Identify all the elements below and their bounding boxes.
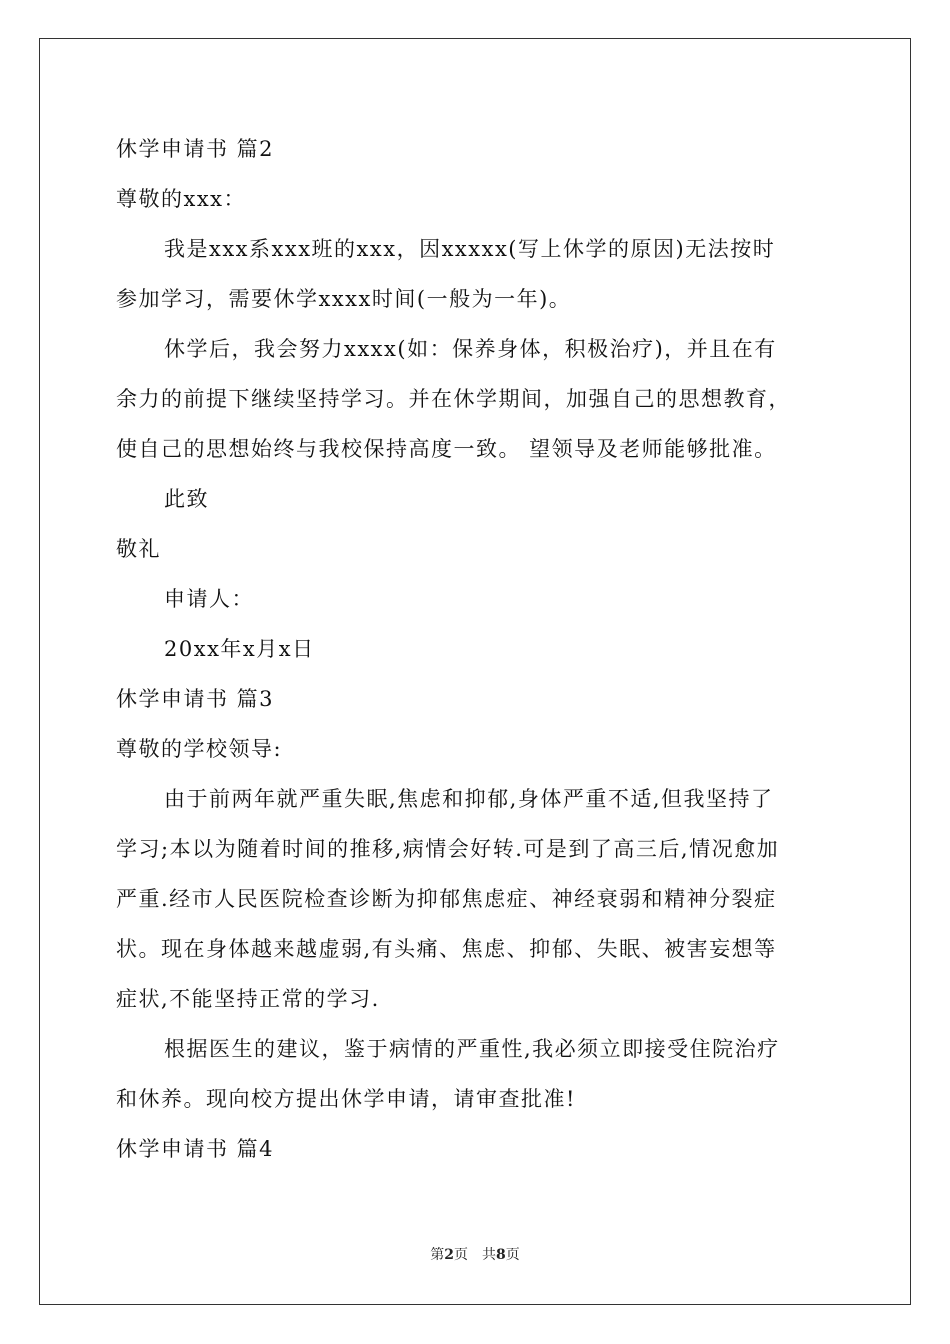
paragraph-line: 和休养。现向校方提出休学申请，请审查批准! bbox=[116, 1087, 576, 1111]
paragraph-line: 状。现在身体越来越虚弱,有头痛、焦虑、抑郁、失眠、被害妄想等 bbox=[116, 937, 777, 961]
signature-label: 申请人： bbox=[164, 587, 254, 611]
page-border bbox=[39, 38, 911, 1305]
closing-line: 敬礼 bbox=[116, 537, 161, 561]
paragraph-line: 根据医生的建议，鉴于病情的严重性,我必须立即接受住院治疗 bbox=[164, 1037, 780, 1061]
section-heading: 休学申请书 篇2 bbox=[116, 137, 275, 161]
footer-middle: 页 共 bbox=[454, 1247, 496, 1263]
paragraph-line: 使自己的思想始终与我校保持高度一致。 望领导及老师能够批准。 bbox=[116, 437, 777, 461]
footer-suffix: 页 bbox=[505, 1247, 520, 1263]
salutation: 尊敬的xxx： bbox=[116, 187, 247, 211]
section-heading: 休学申请书 篇4 bbox=[116, 1137, 275, 1161]
paragraph-line: 由于前两年就严重失眠,焦虑和抑郁,身体严重不适,但我坚持了 bbox=[164, 787, 774, 811]
closing-line: 此致 bbox=[164, 487, 209, 511]
paragraph-line: 症状,不能坚持正常的学习. bbox=[116, 987, 380, 1011]
salutation: 尊敬的学校领导: bbox=[116, 737, 283, 761]
paragraph-line: 余力的前提下继续坚持学习。并在休学期间，加强自己的思想教育， bbox=[116, 387, 791, 411]
page-footer bbox=[0, 1246, 950, 1264]
date-line: 20xx年x月x日 bbox=[164, 637, 315, 661]
section-heading: 休学申请书 篇3 bbox=[116, 687, 275, 711]
footer-prefix: 第 bbox=[430, 1247, 445, 1263]
paragraph-line: 学习;本以为随着时间的推移,病情会好转.可是到了高三后,情况愈加 bbox=[116, 837, 780, 861]
paragraph-line: 我是xxx系xxx班的xxx，因xxxxx(写上休学的原因)无法按时 bbox=[164, 237, 776, 261]
paragraph-line: 参加学习，需要休学xxxx时间(一般为一年)。 bbox=[116, 287, 572, 311]
paragraph-line: 休学后，我会努力xxxx(如：保养身体，积极治疗)，并且在有 bbox=[164, 337, 777, 361]
paragraph-line: 严重.经市人民医院检查诊断为抑郁焦虑症、神经衰弱和精神分裂症 bbox=[116, 887, 777, 911]
footer-page-total: 8 bbox=[496, 1247, 506, 1263]
footer-page-number: 2 bbox=[444, 1247, 454, 1263]
